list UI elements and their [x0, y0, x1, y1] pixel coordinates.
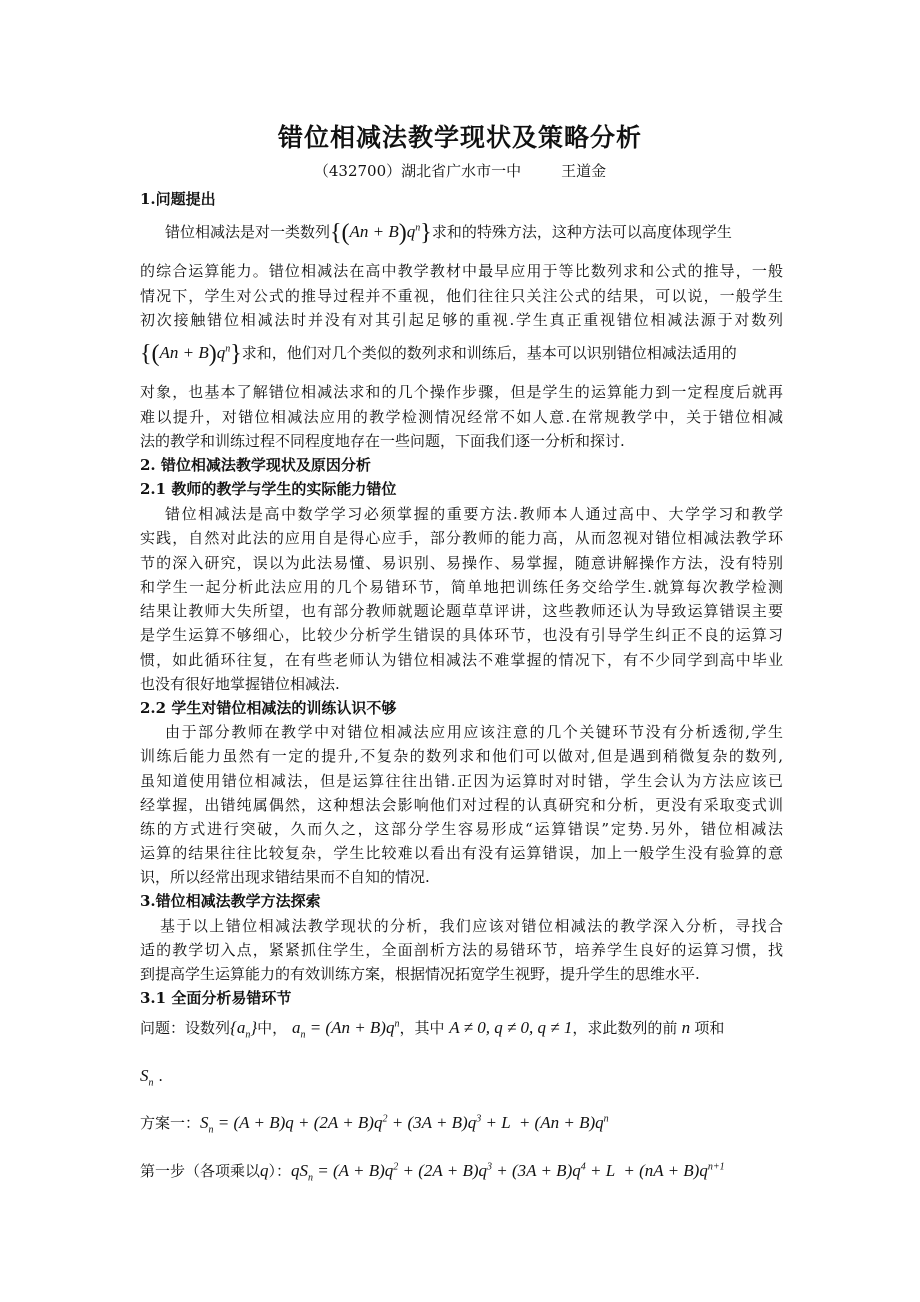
- paragraph-line: 的综合运算能力。错位相减法在高中教学教材中最早应用于等比数列求和公式的推导，一般: [140, 262, 783, 280]
- paragraph-line: 节的深入研究，误以为此法易懂、易识别、易操作、易掌握，随意讲解操作方法，没有特别: [140, 554, 783, 572]
- paragraph-line: 基于以上错位相减法教学现状的分析，我们应该对错位相减法的教学深入分析，寻找合: [160, 917, 783, 935]
- page-title: 错位相减法教学现状及策略分析: [277, 123, 642, 152]
- author-line: [0, 160, 920, 181]
- math-line: $S_n$ .: [140, 1066, 164, 1089]
- section-2-2-heading: 2.2 学生对错位相减法的训练认识不够: [140, 699, 397, 717]
- paragraph-line: 情况下，学生对公式的推导过程并不重视，他们往往只关注公式的结果，可以说，一般学生: [140, 287, 783, 305]
- paragraph-line: 识，所以经常出现求错结果而不自知的情况.: [140, 868, 430, 886]
- paragraph-line: 对象，也基本了解错位相减法求和的几个操作步骤，但是学生的运算能力到一定程度后就再: [140, 383, 783, 401]
- paragraph-line: 惯，如此循环往复，在有些老师认为错位相减法不难掌握的情况下，有不少同学到高中毕业: [140, 651, 783, 669]
- paragraph-line: 是学生运算不够细心，比较少分析学生错误的具体环节，也没有引导学生纠正不良的运算习: [140, 626, 783, 644]
- paragraph-line: 初次接触错位相减法时并没有对其引起足够的重视.学生真正重视错位相减法源于对数列: [140, 311, 783, 329]
- paragraph-line: 实践，自然对此法的应用自是得心应手，部分教师的能力高，从而忽视对错位相减法教学环: [140, 529, 783, 547]
- math-line: 方案一：$S_n = (A + B)q + (2A + B)q^2 + (3A + B)q^3 + L + (An + B)q^n$: [140, 1113, 609, 1136]
- section-1-heading: 1.问题提出: [140, 190, 216, 208]
- problem-statement: 问题：设数列$\{a_n\}$中， $a_n = (An + B)q^n$，其中 A ≠ 0, q ≠ 0, q ≠ 1，求此数列的前 n 项和: [140, 1018, 725, 1041]
- paragraph-line: 训练后能力虽然有一定的提升,不复杂的数列求和他们可以做对,但是遇到稍微复杂的数列,: [140, 747, 783, 765]
- paragraph-line: 结果让教师大失所望，也有部分教师就题论题草草评讲，这些教师还认为导致运算错误主要: [140, 602, 783, 620]
- paragraph-line: 由于部分教师在教学中对错位相减法应用应该注意的几个关键环节没有分析透彻,学生: [165, 723, 783, 741]
- section-3-1-heading: 3.1 全面分析易错环节: [140, 989, 292, 1007]
- paragraph-line: 也没有很好地掌握错位相减法.: [140, 675, 340, 693]
- paragraph-line: $\{(An + B)q^n\}$求和，他们对几个类似的数列求和训练后，基本可以识别错位相减法适用的: [140, 341, 737, 367]
- paragraph-line: 运算的结果往往比较复杂，学生比较难以看出有没有运算错误，加上一般学生没有验算的意: [140, 844, 783, 862]
- section-2-heading: 2. 错位相减法教学现状及原因分析: [140, 456, 371, 474]
- paragraph-line: 到提高学生运算能力的有效训练方案，根据情况拓宽学生视野，提升学生的思维水平.: [140, 965, 700, 983]
- paragraph-line: 和学生一起分析此法应用的几个易错环节，简单地把训练任务交给学生.就算每次教学检测: [140, 578, 783, 596]
- paragraph-line: 难以提升，对错位相减法应用的教学检测情况经常不如人意.在常规教学中，关于错位相减: [140, 408, 783, 426]
- section-3-heading: 3.错位相减法教学方法探索: [140, 892, 321, 910]
- paragraph-line: 错位相减法是对一类数列$\{(An + B)q^n\}$求和的特殊方法，这种方法可以高度体现学生: [165, 220, 732, 246]
- paragraph-line: 练的方式进行突破，久而久之，这部分学生容易形成“运算错误”定势.另外，错位相减法: [140, 820, 783, 838]
- paragraph-line: 错位相减法是高中数学学习必须掌握的重要方法.教师本人通过高中、大学学习和教学: [165, 505, 783, 523]
- section-2-1-heading: 2.1 教师的教学与学生的实际能力错位: [140, 480, 397, 498]
- paragraph-line: 虽知道使用错位相减法，但是运算往往出错.正因为运算时对时错，学生会认为方法应该已: [140, 772, 783, 790]
- paragraph-line: 适的教学切入点，紧紧抓住学生，全面剖析方法的易错环节，培养学生良好的运算习惯，找: [140, 941, 783, 959]
- author-name: 王道金: [561, 162, 607, 180]
- paragraph-line: 法的教学和训练过程不同程度地存在一些问题，下面我们逐一分析和探讨.: [140, 432, 625, 450]
- math-line: 第一步（各项乘以q）：$qS_n = (A + B)q^2 + (2A + B)q^3 + (3A + B)q^4 + L + (nA + B)q^{n+1}$: [140, 1161, 725, 1184]
- author-affiliation: （432700）湖北省广水市一中: [313, 162, 522, 180]
- paragraph-line: 经掌握，出错纯属偶然，这种想法会影响他们对过程的认真研究和分析，更没有采取变式训: [140, 796, 783, 814]
